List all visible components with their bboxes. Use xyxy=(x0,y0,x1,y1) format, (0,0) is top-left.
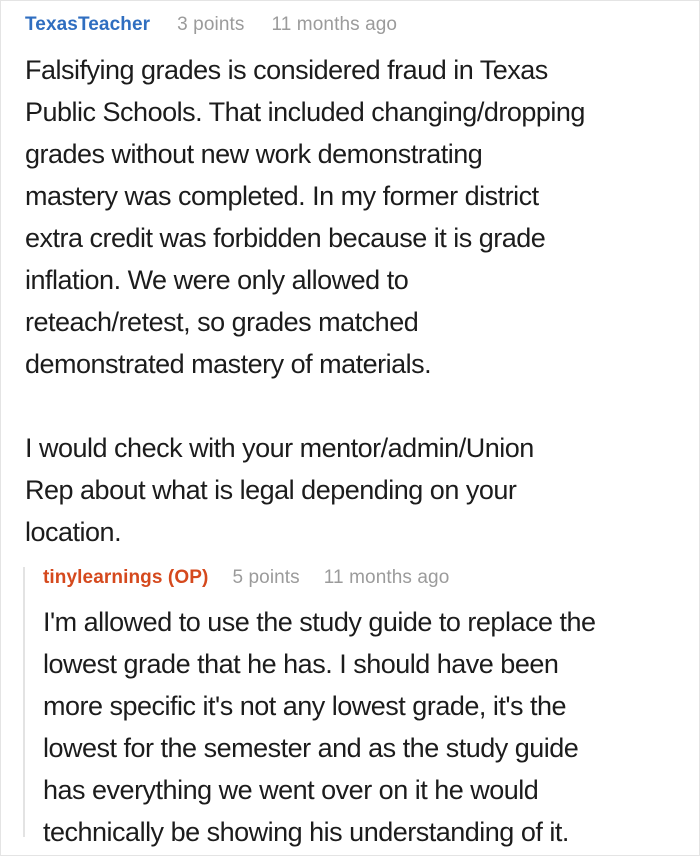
text-line: location. xyxy=(25,517,122,547)
text-line: lowest grade that he has. I should have been xyxy=(43,649,559,679)
reply-points: 5 points xyxy=(232,567,300,588)
text-line: I would check with your mentor/admin/Union xyxy=(25,433,534,463)
comment-header xyxy=(25,14,675,36)
comment-paragraph-1 xyxy=(25,49,675,385)
reply-header xyxy=(43,567,675,589)
text-line: extra credit was forbidden because it is grade xyxy=(25,223,546,253)
text-line: Rep about what is legal depending on your xyxy=(25,475,517,505)
comment-timestamp: 11 months ago xyxy=(271,14,398,35)
text-line: Public Schools. That included changing/dropping xyxy=(25,97,585,127)
text-line: Falsifying grades is considered fraud in Texas xyxy=(25,55,548,85)
reply-content xyxy=(25,567,675,853)
text-line: I'm allowed to use the study guide to replace the xyxy=(43,607,596,637)
text-line: has everything we went over on it he would xyxy=(43,775,539,805)
comment-body xyxy=(25,49,675,553)
text-line: more specific it's not any lowest grade, it's the xyxy=(43,691,567,721)
reply-comment xyxy=(23,567,675,853)
reply-author-link[interactable]: tinylearnings (OP) xyxy=(43,567,209,588)
comment-points: 3 points xyxy=(177,14,245,35)
text-line: lowest for the semester and as the study guide xyxy=(43,733,579,763)
comment xyxy=(25,14,675,553)
text-line: demonstrated mastery of materials. xyxy=(25,349,432,379)
reply-body xyxy=(43,601,675,853)
paragraph-gap xyxy=(25,385,675,427)
comment-paragraph-2 xyxy=(25,427,675,553)
reply-timestamp: 11 months ago xyxy=(323,567,450,588)
text-line: mastery was completed. In my former district xyxy=(25,181,539,211)
text-line: technically be showing his understanding of it. xyxy=(43,817,569,847)
text-line: reteach/retest, so grades matched xyxy=(25,307,419,337)
text-line: grades without new work demonstrating xyxy=(25,139,483,169)
reply-paragraph xyxy=(43,601,675,853)
text-line: inflation. We were only allowed to xyxy=(25,265,409,295)
comment-author-link[interactable]: TexasTeacher xyxy=(25,14,151,35)
